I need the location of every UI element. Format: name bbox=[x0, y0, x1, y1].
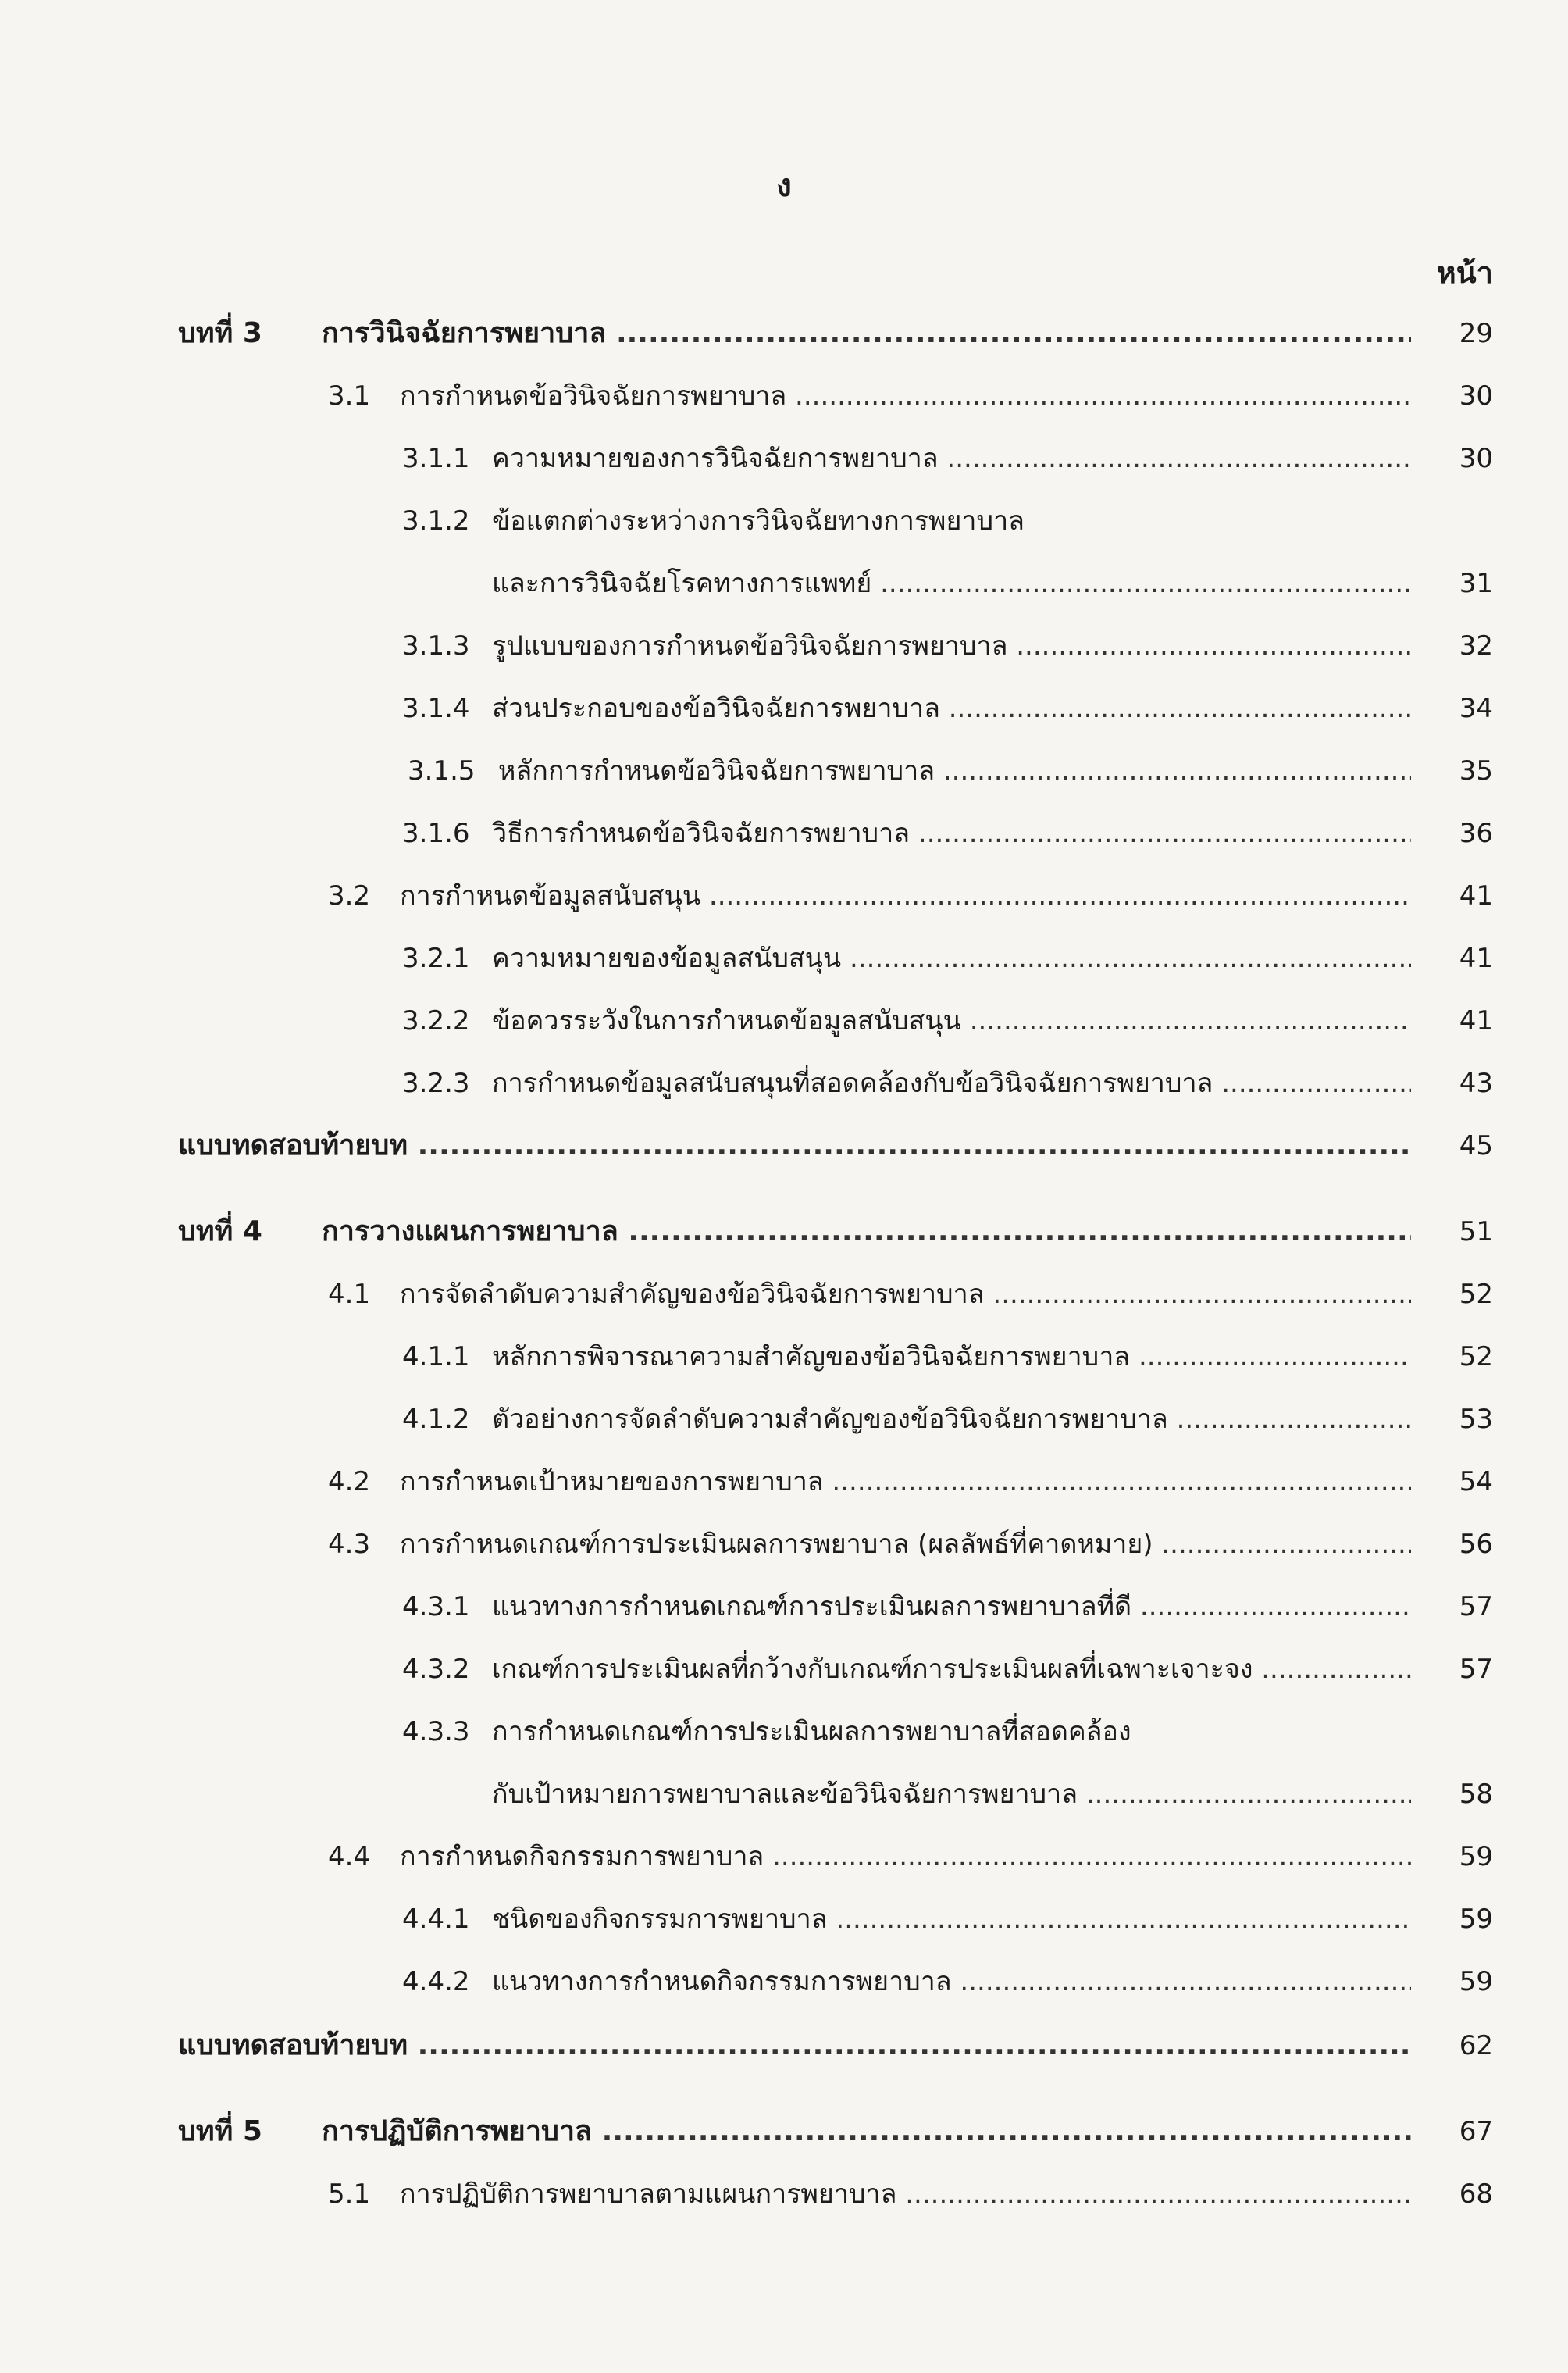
subsection-number: 3.1.2 bbox=[402, 505, 470, 537]
subsection-number: 3.1.5 bbox=[408, 755, 476, 787]
subsection-number: 4.4.1 bbox=[402, 1904, 470, 1935]
toc-subsection-row[interactable] bbox=[0, 1647, 1568, 1692]
subsection-title: วิธีการกำหนดข้อวินิจฉัยการพยาบาล ..... bbox=[492, 811, 1411, 856]
page-number: 45 bbox=[1459, 1130, 1493, 1162]
page-number: 52 bbox=[1459, 1341, 1493, 1372]
toc-subsection-row[interactable] bbox=[0, 623, 1568, 669]
subsection-title-line2: กับเป้าหมายการพยาบาลและข้อวินิจฉัยการพยาบาล ..... bbox=[492, 1772, 1411, 1817]
section-title: การกำหนดกิจกรรมการพยาบาล ..... bbox=[400, 1834, 1411, 1879]
toc-subsection-row[interactable] bbox=[0, 998, 1568, 1044]
subsection-title: ชนิดของกิจกรรมการพยาบาล ..... bbox=[492, 1897, 1411, 1942]
toc-chapter-row[interactable] bbox=[0, 2109, 1568, 2154]
toc-section-row[interactable] bbox=[0, 1272, 1568, 1317]
toc-subsection-row[interactable] bbox=[0, 1709, 1568, 1754]
page-number: 34 bbox=[1459, 693, 1493, 724]
page-number: 62 bbox=[1459, 2030, 1493, 2061]
section-title: การจัดลำดับความสำคัญของข้อวินิจฉัยการพยาบาล ..... bbox=[400, 1272, 1411, 1317]
toc-section-row[interactable] bbox=[0, 1459, 1568, 1504]
page-number: 54 bbox=[1459, 1466, 1493, 1497]
page-number: 59 bbox=[1459, 1904, 1493, 1935]
page-number: 58 bbox=[1459, 1779, 1493, 1810]
toc-subsection-continuation[interactable] bbox=[0, 561, 1568, 606]
toc-section-row[interactable] bbox=[0, 873, 1568, 919]
page-number: 41 bbox=[1459, 1005, 1493, 1037]
section-title: การกำหนดข้อวินิจฉัยการพยาบาล ..... bbox=[400, 373, 1411, 419]
subsection-number: 4.3.2 bbox=[402, 1654, 470, 1685]
toc-subsection-row[interactable] bbox=[0, 748, 1568, 794]
subsection-title: แนวทางการกำหนดกิจกรรมการพยาบาล ..... bbox=[492, 1959, 1411, 2004]
subsection-number: 4.3.1 bbox=[402, 1591, 470, 1622]
page-number: 51 bbox=[1459, 1216, 1493, 1247]
chapter-label: บทที่ 4 bbox=[178, 1215, 262, 1247]
page-number: 59 bbox=[1459, 1966, 1493, 1997]
chapter-label: บทที่ 5 bbox=[178, 2115, 262, 2147]
subsection-title: เกณฑ์การประเมินผลที่กว้างกับเกณฑ์การประเมินผลที่เฉพาะเจาะจง ..... bbox=[492, 1647, 1411, 1692]
subsection-number: 3.1.3 bbox=[402, 630, 470, 662]
toc-subsection-row[interactable] bbox=[0, 1397, 1568, 1442]
section-number: 4.4 bbox=[328, 1841, 371, 1872]
subsection-title: แนวทางการกำหนดเกณฑ์การประเมินผลการพยาบาลที่ดี ..... bbox=[492, 1584, 1411, 1629]
toc-section-row[interactable] bbox=[0, 373, 1568, 419]
section-title: การกำหนดข้อมูลสนับสนุน ..... bbox=[400, 873, 1411, 919]
toc-subsection-row[interactable] bbox=[0, 1959, 1568, 2004]
toc-chapter-row[interactable] bbox=[0, 311, 1568, 356]
toc-section-row[interactable] bbox=[0, 1834, 1568, 1879]
subsection-number: 3.1.4 bbox=[402, 693, 470, 724]
subsection-title-line1: ข้อแตกต่างระหว่างการวินิจฉัยทางการพยาบาล bbox=[492, 505, 1025, 537]
page-number: 41 bbox=[1459, 880, 1493, 912]
toc-subsection-row[interactable] bbox=[0, 498, 1568, 544]
page-number: 52 bbox=[1459, 1279, 1493, 1310]
toc-test-row[interactable] bbox=[0, 1123, 1568, 1169]
subsection-number: 3.2.1 bbox=[402, 943, 470, 974]
page-column-heading: หน้า bbox=[1436, 255, 1493, 290]
subsection-number: 3.2.2 bbox=[402, 1005, 470, 1037]
chapter-title: การปฏิบัติการพยาบาล ..... bbox=[322, 2109, 1411, 2154]
subsection-number: 3.1.1 bbox=[402, 443, 470, 474]
page-number: 53 bbox=[1459, 1404, 1493, 1435]
chapter-test-title: แบบทดสอบท้ายบท ..... bbox=[178, 1123, 1411, 1169]
section-number: 3.2 bbox=[328, 880, 371, 912]
chapter-title: การวางแผนการพยาบาล ..... bbox=[322, 1209, 1411, 1254]
subsection-title: ส่วนประกอบของข้อวินิจฉัยการพยาบาล ..... bbox=[492, 686, 1411, 731]
toc-subsection-row[interactable] bbox=[0, 811, 1568, 856]
subsection-number: 4.1.2 bbox=[402, 1404, 470, 1435]
toc-subsection-row[interactable] bbox=[0, 1334, 1568, 1379]
toc-subsection-row[interactable] bbox=[0, 1061, 1568, 1106]
page-number: 43 bbox=[1459, 1068, 1493, 1099]
page-number: 35 bbox=[1459, 755, 1493, 787]
subsection-title: รูปแบบของการกำหนดข้อวินิจฉัยการพยาบาล ..... bbox=[492, 623, 1411, 669]
subsection-title-line1: การกำหนดเกณฑ์การประเมินผลการพยาบาลที่สอดคล้อง bbox=[492, 1716, 1131, 1747]
toc-chapter-row[interactable] bbox=[0, 1209, 1568, 1254]
subsection-number: 3.1.6 bbox=[402, 818, 470, 849]
toc-subsection-row[interactable] bbox=[0, 436, 1568, 481]
toc-subsection-row[interactable] bbox=[0, 1897, 1568, 1942]
page-number: 68 bbox=[1459, 2179, 1493, 2210]
page-number: 32 bbox=[1459, 630, 1493, 662]
page-number: 30 bbox=[1459, 380, 1493, 412]
chapter-title: การวินิจฉัยการพยาบาล ..... bbox=[322, 311, 1411, 356]
section-number: 3.1 bbox=[328, 380, 371, 412]
page-letter: ง bbox=[776, 168, 792, 204]
section-number: 4.3 bbox=[328, 1529, 371, 1560]
toc-subsection-row[interactable] bbox=[0, 1584, 1568, 1629]
subsection-title: หลักการกำหนดข้อวินิจฉัยการพยาบาล ..... bbox=[498, 748, 1411, 794]
chapter-label: บทที่ 3 bbox=[178, 317, 262, 349]
page-number: 36 bbox=[1459, 818, 1493, 849]
section-number: 5.1 bbox=[328, 2179, 371, 2210]
subsection-title: ข้อควรระวังในการกำหนดข้อมูลสนับสนุน ..... bbox=[492, 998, 1411, 1044]
section-title: การกำหนดเป้าหมายของการพยาบาล ..... bbox=[400, 1459, 1411, 1504]
page-number: 31 bbox=[1459, 568, 1493, 599]
page-number: 30 bbox=[1459, 443, 1493, 474]
subsection-title: ความหมายของข้อมูลสนับสนุน ..... bbox=[492, 936, 1411, 981]
chapter-test-title: แบบทดสอบท้ายบท ..... bbox=[178, 2023, 1411, 2068]
subsection-title: การกำหนดข้อมูลสนับสนุนที่สอดคล้องกับข้อวินิจฉัยการพยาบาล ..... bbox=[492, 1061, 1411, 1106]
section-number: 4.2 bbox=[328, 1466, 371, 1497]
subsection-title: ความหมายของการวินิจฉัยการพยาบาล ..... bbox=[492, 436, 1411, 481]
subsection-number: 4.1.1 bbox=[402, 1341, 470, 1372]
toc-subsection-continuation[interactable] bbox=[0, 1772, 1568, 1817]
toc-test-row[interactable] bbox=[0, 2023, 1568, 2068]
page-number: 59 bbox=[1459, 1841, 1493, 1872]
page-number: 41 bbox=[1459, 943, 1493, 974]
section-title: การปฏิบัติการพยาบาลตามแผนการพยาบาล ..... bbox=[400, 2171, 1411, 2217]
section-number: 4.1 bbox=[328, 1279, 371, 1310]
subsection-title: หลักการพิจารณาความสำคัญของข้อวินิจฉัยการพยาบาล ..... bbox=[492, 1334, 1411, 1379]
page-number: 56 bbox=[1459, 1529, 1493, 1560]
subsection-number: 3.2.3 bbox=[402, 1068, 470, 1099]
subsection-number: 4.3.3 bbox=[402, 1716, 470, 1747]
toc-subsection-row[interactable] bbox=[0, 686, 1568, 731]
subsection-title-line2: และการวินิจฉัยโรคทางการแพทย์ ..... bbox=[492, 561, 1411, 606]
section-title: การกำหนดเกณฑ์การประเมินผลการพยาบาล (ผลลัพธ์ที่คาดหมาย) ..... bbox=[400, 1522, 1411, 1567]
toc-section-row[interactable] bbox=[0, 1522, 1568, 1567]
toc-subsection-row[interactable] bbox=[0, 936, 1568, 981]
page-number: 29 bbox=[1459, 318, 1493, 349]
subsection-title: ตัวอย่างการจัดลำดับความสำคัญของข้อวินิจฉัยการพยาบาล ..... bbox=[492, 1397, 1411, 1442]
page-number: 57 bbox=[1459, 1591, 1493, 1622]
page-number: 57 bbox=[1459, 1654, 1493, 1685]
page-number: 67 bbox=[1459, 2116, 1493, 2147]
subsection-number: 4.4.2 bbox=[402, 1966, 470, 1997]
toc-section-row[interactable] bbox=[0, 2171, 1568, 2217]
